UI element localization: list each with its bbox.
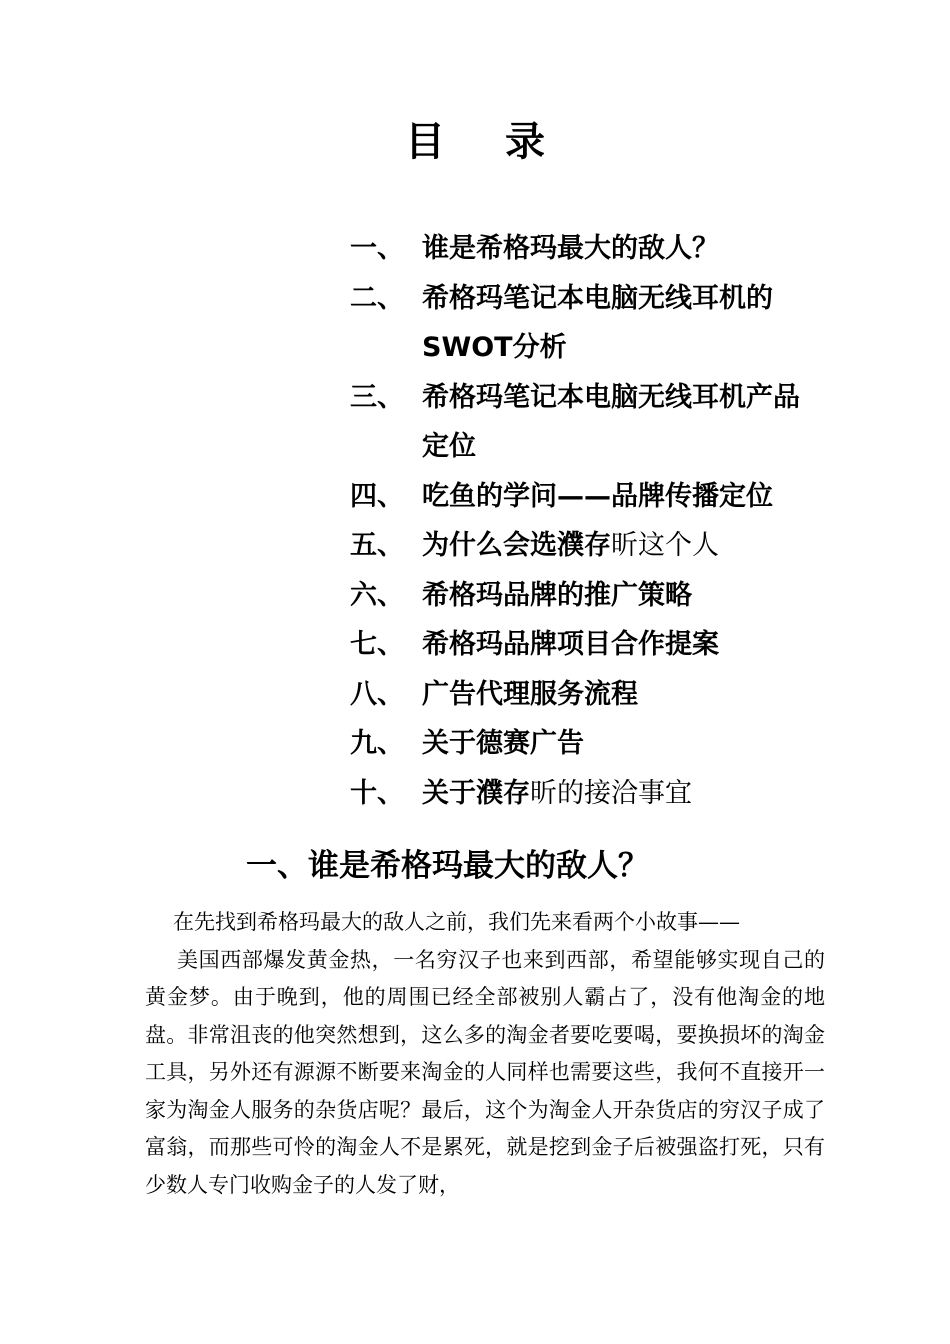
- toc-list: [350, 224, 820, 818]
- toc-item-number: 五、: [350, 530, 404, 561]
- section-body: [145, 904, 825, 1204]
- toc-item: [350, 571, 820, 621]
- toc-item-text-regular: 昕这个人: [611, 530, 719, 561]
- toc-item-text: 谁是希格玛最大的敌人？: [422, 233, 719, 264]
- toc-item-number: 六、: [350, 579, 404, 611]
- toc-item: [350, 472, 820, 522]
- toc-item-number: 七、: [350, 629, 404, 660]
- toc-item: [350, 769, 820, 819]
- toc-item: [350, 719, 820, 769]
- toc-item-text: [422, 769, 820, 819]
- toc-item-number: 十、: [350, 777, 404, 809]
- toc-item-number: 三、: [350, 381, 404, 413]
- toc-item-text: 希格玛品牌的推广策略: [422, 579, 692, 611]
- toc-item-text-regular: 昕的接洽事宜: [530, 777, 692, 809]
- toc-title-char: 录: [505, 119, 545, 165]
- toc-item-text: [422, 521, 820, 571]
- toc-title: [0, 112, 950, 172]
- section-heading: 一、谁是希格玛最大的敌人？: [246, 847, 649, 884]
- toc-item-number: 四、: [350, 480, 404, 512]
- toc-item-text-bold: 关于濮存: [422, 777, 530, 809]
- toc-item: [350, 620, 820, 670]
- toc-item: [350, 670, 820, 720]
- toc-item-number: 二、: [350, 282, 404, 314]
- toc-item-text: 广告代理服务流程: [422, 678, 638, 710]
- toc-title-char: 目: [405, 119, 445, 165]
- toc-item-text: 关于德赛广告: [422, 728, 584, 759]
- toc-item-number: 一、: [350, 233, 404, 264]
- toc-item-number: 八、: [350, 678, 404, 710]
- toc-item-text: 希格玛笔记本电脑无线耳机产品定位: [422, 381, 800, 462]
- toc-item: [350, 224, 820, 274]
- toc-item-number: 九、: [350, 728, 404, 759]
- toc-item-text-bold: 为什么会选濮存: [422, 530, 611, 561]
- toc-item: [350, 373, 820, 472]
- toc-item-text: 吃鱼的学问——品牌传播定位: [422, 480, 773, 512]
- toc-item-text: 希格玛笔记本电脑无线耳机的SWOT分析: [422, 282, 773, 363]
- body-paragraph: 美国西部爆发黄金热，一名穷汉子也来到西部，希望能够实现自己的黄金梦。由于晚到，他的周围已经全部被别人霸占了，没有他淘金的地盘。非常沮丧的他突然想到，这么多的淘金者要吃要喝，要换损坏的淘金工具，另外还有源源不断要来淘金的人同样也需要这些，我何不直接开一家为淘金人服务的杂货店呢？最后，这个为淘金人开杂货店的穷汉子成了富翁，而那些可怜的淘金人不是累死，就是挖到金子后被强盗打死，只有少数人专门收购金子的人发了财，: [145, 947, 825, 1197]
- toc-item: [350, 274, 820, 373]
- body-paragraph: 在先找到希格玛最大的敌人之前，我们先来看两个小故事——: [173, 910, 740, 934]
- toc-item: [350, 521, 820, 571]
- toc-item-text: 希格玛品牌项目合作提案: [422, 629, 719, 660]
